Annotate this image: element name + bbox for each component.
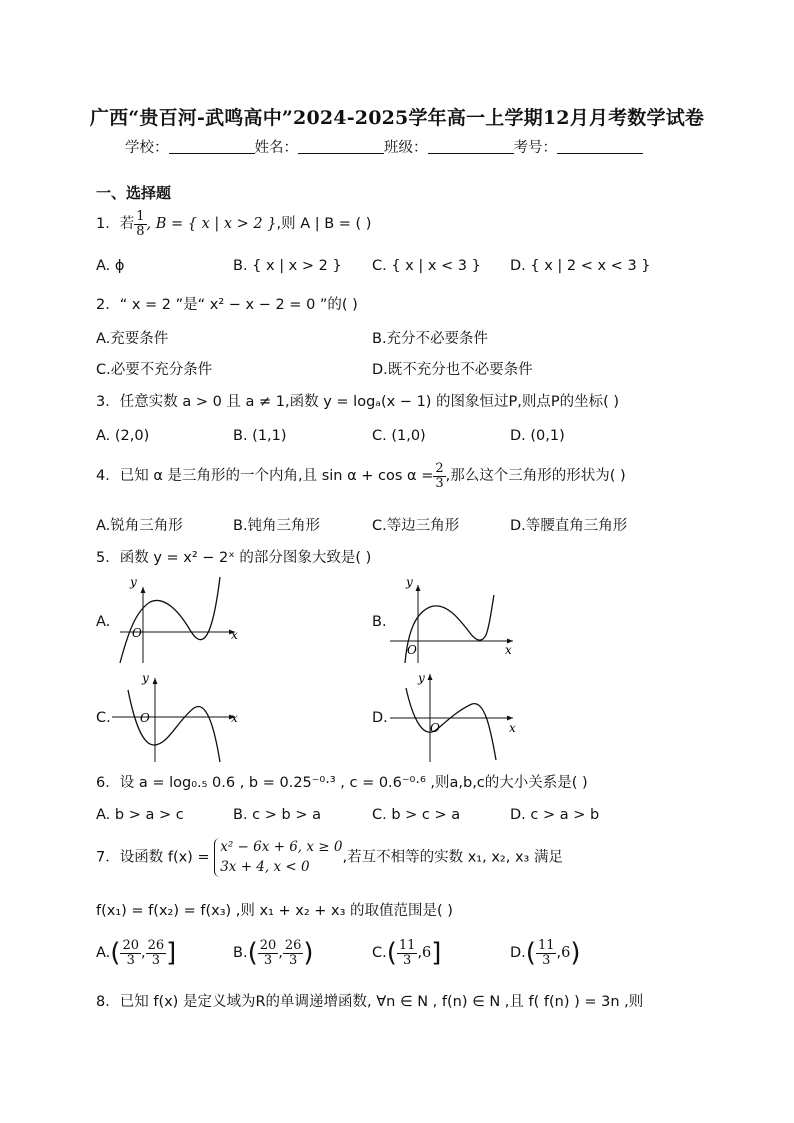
school-label: 学校： <box>125 140 169 156</box>
question-7-post: ,若互不相等的实数 x₁, x₂, x₃ 满足 <box>342 849 563 866</box>
graph-a[interactable] <box>110 575 250 670</box>
fraction-denominator: 3 <box>403 952 412 968</box>
fraction-denominator: 3 <box>289 952 298 968</box>
question-1-set-b: , B = { x | x > 2 } <box>146 216 277 233</box>
x-axis-label: x <box>231 711 238 725</box>
q1-option-c[interactable]: C. { x | x < 3 } <box>372 258 481 274</box>
fraction-numerator: 1 <box>136 209 145 224</box>
q6-option-b[interactable]: B. c > b > a <box>233 807 321 823</box>
q6-option-d[interactable]: D. c > a > b <box>510 807 600 823</box>
graph-d[interactable] <box>388 670 528 765</box>
fraction-numerator: 2 <box>435 461 444 476</box>
option-label: C. <box>372 945 387 961</box>
interval-right-fraction <box>146 939 167 967</box>
q2-option-b[interactable]: B.充分不必要条件 <box>372 331 489 347</box>
question-4-post: ,那么这个三角形的形状为( ) <box>445 468 626 485</box>
interval-left-fraction <box>536 939 557 967</box>
y-axis-arrow <box>153 678 158 684</box>
x-axis-label: x <box>231 628 238 642</box>
fraction-denominator: 3 <box>126 952 135 968</box>
question-1 <box>96 210 371 238</box>
fraction-denominator: 3 <box>263 952 273 968</box>
origin-label: O <box>430 721 440 735</box>
question-1-pre: 若 <box>119 216 135 233</box>
open-bracket: ( <box>525 938 536 968</box>
interval-left-fraction <box>258 939 279 967</box>
question-6: 6．设 a = log₀.₅ 0.6 , b = 0.25⁻⁰·³ , c = 0.6⁻⁰·⁶ ,则a,b,c的大小关系是( ) <box>96 775 588 791</box>
q1-option-a[interactable]: A. ϕ <box>96 258 125 274</box>
name-label: 姓名： <box>254 140 298 156</box>
q3-option-a[interactable]: A. (2,0) <box>96 428 150 444</box>
close-bracket: ) <box>570 938 581 968</box>
x-axis-arrow <box>507 716 513 721</box>
fraction-numerator: 11 <box>398 937 416 953</box>
name-blank[interactable] <box>298 139 384 154</box>
curve <box>406 688 496 760</box>
option-label: A. <box>96 945 111 961</box>
y-axis-arrow <box>141 587 146 593</box>
q1-option-d[interactable]: D. { x | 2 < x < 3 } <box>510 258 651 274</box>
question-7-line-2: f(x₁) = f(x₂) = f(x₃) ,则 x₁ + x₂ + x₃ 的取值范围是( ) <box>96 903 453 919</box>
question-5: 5．函数 y = x² − 2ˣ 的部分图象大致是( ) <box>96 550 372 566</box>
graph-c[interactable] <box>110 670 250 765</box>
y-axis-arrow <box>416 585 421 591</box>
option-label: B. <box>233 945 248 961</box>
question-7 <box>96 838 563 877</box>
fraction-numerator: 26 <box>147 937 165 953</box>
open-bracket: ( <box>247 938 258 968</box>
q5-option-d[interactable]: D. <box>372 710 388 726</box>
graph-b[interactable] <box>388 575 528 670</box>
q5-option-b[interactable]: B. <box>372 614 387 630</box>
close-bracket: ] <box>431 938 442 968</box>
y-axis-label: y <box>418 671 425 685</box>
q3-option-d[interactable]: D. (0,1) <box>510 428 565 444</box>
q6-option-c[interactable]: C. b > c > a <box>372 807 461 823</box>
number-label: 考号： <box>513 140 557 156</box>
q7-option-d[interactable]: D.( $\frac{11}{3}$ ,6) <box>510 937 581 968</box>
curve <box>120 577 220 663</box>
q4-option-d[interactable]: D.等腰直角三角形 <box>510 518 628 534</box>
fraction-numerator: 20 <box>122 937 139 953</box>
question-2: 2．“ x = 2 ”是“ x² − x − 2 = 0 ”的( ) <box>96 297 358 313</box>
origin-label: O <box>140 711 150 725</box>
class-label: 班级： <box>384 140 428 156</box>
interval-right-value: 6 <box>422 945 432 961</box>
y-axis-label: y <box>142 671 149 685</box>
q2-option-a[interactable]: A.充要条件 <box>96 331 169 347</box>
origin-label: O <box>132 626 142 640</box>
number-blank[interactable] <box>557 139 643 154</box>
fraction-numerator: 11 <box>537 937 555 953</box>
y-axis-arrow <box>428 674 433 680</box>
q2-option-d[interactable]: D.既不充分也不必要条件 <box>372 362 533 378</box>
q2-option-c[interactable]: C.必要不充分条件 <box>96 362 213 378</box>
question-4 <box>96 462 626 490</box>
q7-option-b[interactable]: B.( $\frac{20}{3}$ , $\frac{26}{3}$ ) <box>233 937 314 968</box>
piecewise-case-1: x² − 6x + 6, x ≥ 0 <box>220 839 343 855</box>
exam-title: 广西“贵百河-武鸣高中”2024-2025学年高一上学期12月月考数学试卷 <box>89 107 705 129</box>
question-1-fraction <box>134 210 146 238</box>
fraction-denominator: 3 <box>151 952 160 968</box>
q5-option-a[interactable]: A. <box>96 614 111 630</box>
q6-option-a[interactable]: A. b > a > c <box>96 807 184 823</box>
q4-option-b[interactable]: B.钝角三角形 <box>233 518 321 534</box>
question-4-pre: 4．已知 α 是三角形的一个内角,且 sin α + cos α = <box>96 468 434 485</box>
q7-option-a[interactable]: A.( $\frac{20}{3}$ , $\frac{26}{3}$ ] <box>96 937 177 968</box>
x-axis-label: x <box>509 721 516 735</box>
y-axis-label: y <box>130 575 137 589</box>
q3-option-c[interactable]: C. (1,0) <box>372 428 426 444</box>
question-8: 8．已知 f(x) 是定义域为R的单调递增函数, ∀n ∈ N , f(n) ∈ N ,且 f( f(n) ) = 3n ,则 <box>96 994 644 1010</box>
option-label: D. <box>510 945 526 961</box>
q3-option-b[interactable]: B. (1,1) <box>233 428 287 444</box>
fraction-denominator: 3 <box>542 952 551 968</box>
fraction-denominator: 8 <box>136 223 145 239</box>
interval-right-fraction <box>283 939 304 967</box>
question-4-fraction <box>433 462 445 490</box>
piecewise-function <box>214 838 342 877</box>
y-axis-label: y <box>406 575 413 589</box>
interval-right-value: 6 <box>561 945 571 961</box>
fraction-numerator: 20 <box>259 937 277 953</box>
origin-label: O <box>407 643 417 657</box>
open-bracket: ( <box>110 938 121 968</box>
fraction-denominator: 3 <box>435 475 444 491</box>
open-bracket: ( <box>386 938 397 968</box>
x-axis-label: x <box>505 643 512 657</box>
section-title: 一、选择题 <box>96 184 172 202</box>
q1-option-b[interactable]: B. { x | x > 2 } <box>233 258 342 274</box>
piecewise-case-2: 3x + 4, x < 0 <box>220 858 310 875</box>
question-7-pre: 7．设函数 f(x) = <box>96 849 210 866</box>
close-bracket: ) <box>303 938 314 968</box>
q4-option-a[interactable]: A.锐角三角形 <box>96 518 183 534</box>
interval-left-fraction <box>397 939 418 967</box>
interval-left-fraction <box>120 939 141 967</box>
student-info-line <box>125 136 643 157</box>
close-bracket: ] <box>166 938 177 968</box>
class-blank[interactable] <box>428 139 514 154</box>
q7-option-c[interactable]: C.( $\frac{11}{3}$ ,6] <box>372 937 442 968</box>
question-1-number: 1． <box>96 216 120 233</box>
fraction-numerator: 26 <box>284 937 302 953</box>
curve <box>128 690 220 762</box>
q4-option-c[interactable]: C.等边三角形 <box>372 518 460 534</box>
q5-option-c[interactable]: C. <box>96 710 111 726</box>
school-blank[interactable] <box>169 139 255 154</box>
question-3: 3．任意实数 a > 0 且 a ≠ 1,函数 y = logₐ(x − 1) 的图象恒过P,则点P的坐标( ) <box>96 394 620 410</box>
question-1-post: ,则 A | B = ( ) <box>276 216 372 233</box>
